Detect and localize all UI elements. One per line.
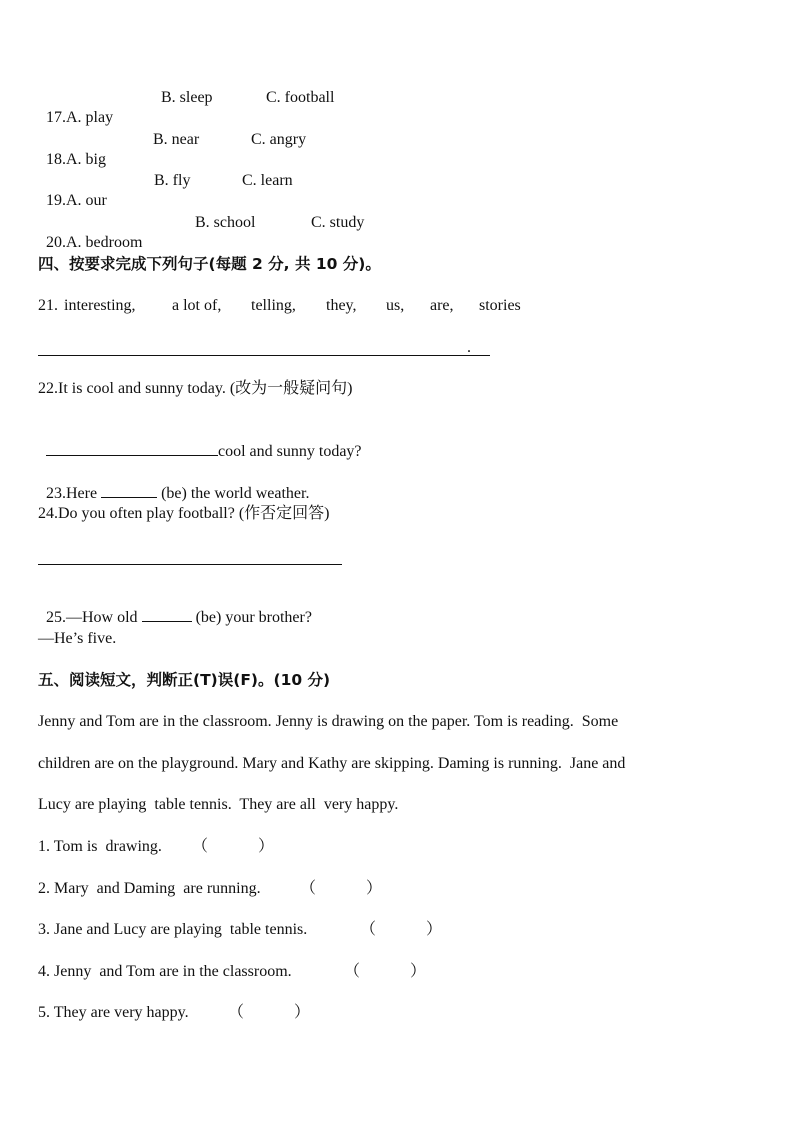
q19-number: 19. [46,192,66,209]
q19-option-c: C. learn [242,172,293,189]
passage-line: Jenny and Tom are in the classroom. Jenny is drawing on the paper. Tom is reading. Some [38,713,619,730]
q21-answer-line[interactable] [38,355,490,356]
q17-option-b: B. sleep [161,89,213,106]
q18-option-b: B. near [153,131,200,148]
q23-before: 23.Here [46,485,102,502]
section-5-heading: 五、阅读短文，判断正(T)误(F)。(10 分) [38,671,331,689]
judge-answer-open[interactable]: （ [360,921,377,938]
q17-option-c: C. football [266,89,335,106]
question-20 [38,213,142,253]
q19-option-a: A. our [66,192,107,209]
q20-option-b: B. school [195,214,256,231]
q20-option-c: C. study [311,214,365,231]
question-18 [38,130,106,170]
section-4-heading: 四、按要求完成下列句子(每题 2 分, 共 10 分)。 [38,255,381,273]
judge-item: 4. Jenny and Tom are in the classroom. [38,963,292,980]
q18-number: 18. [46,151,66,168]
q20-number: 20. [46,234,66,251]
q25-before: 25.—How old [46,609,142,626]
question-19 [38,171,107,211]
judge-answer-close: ） [366,880,383,897]
judge-answer-close: ） [294,1004,311,1021]
question-17 [38,88,113,128]
judge-answer-open[interactable]: （ [192,838,209,855]
q21-word: they, [326,297,357,314]
judge-item: 3. Jane and Lucy are playing table tennis. [38,921,308,938]
judge-answer-close: ） [258,838,275,855]
q19-option-b: B. fly [154,172,191,189]
judge-item: 5. They are very happy. [38,1004,189,1021]
q22-answer-text: cool and sunny today? [218,443,362,460]
q21-word: stories [479,297,521,314]
q21-word: interesting, [64,297,136,314]
judge-answer-close: ） [426,921,443,938]
judge-item: 2. Mary and Daming are running. [38,880,261,897]
q21-word: telling, [251,297,296,314]
q21-number: 21. [38,297,58,314]
q23-answer-blank[interactable] [101,483,157,498]
passage-line: children are on the playground. Mary and Kathy are skipping. Daming is running. Jane and [38,755,626,772]
q21-word: are, [430,297,454,314]
q17-option-a: A. play [66,109,114,126]
q25-reply: —He’s five. [38,630,117,647]
q22-answer-row [38,421,362,462]
judge-item: 1. Tom is drawing. [38,838,162,855]
judge-answer-open[interactable]: （ [300,880,317,897]
q22-answer-blank[interactable] [46,441,218,456]
judge-answer-open[interactable]: （ [228,1004,245,1021]
q21-word: us, [386,297,405,314]
q24-answer-line[interactable] [38,564,342,565]
q17-number: 17. [46,109,66,126]
q21-answer-period: . [467,339,471,356]
question-23 [38,463,309,504]
q20-option-a: A. bedroom [66,234,143,251]
q25-after: (be) your brother? [191,609,312,626]
q25-answer-blank[interactable] [142,607,192,622]
question-22: 22.It is cool and sunny today. (改为一般疑问句) [38,380,353,397]
q18-option-a: A. big [66,151,106,168]
q23-after: (be) the world weather. [157,485,310,502]
judge-answer-close: ） [410,963,427,980]
question-24: 24.Do you often play football? (作否定回答) [38,505,330,522]
q21-word: a lot of, [172,297,222,314]
passage-line: Lucy are playing table tennis. They are all very happy. [38,796,399,813]
question-25 [38,587,312,628]
judge-answer-open[interactable]: （ [344,963,361,980]
q18-option-c: C. angry [251,131,307,148]
